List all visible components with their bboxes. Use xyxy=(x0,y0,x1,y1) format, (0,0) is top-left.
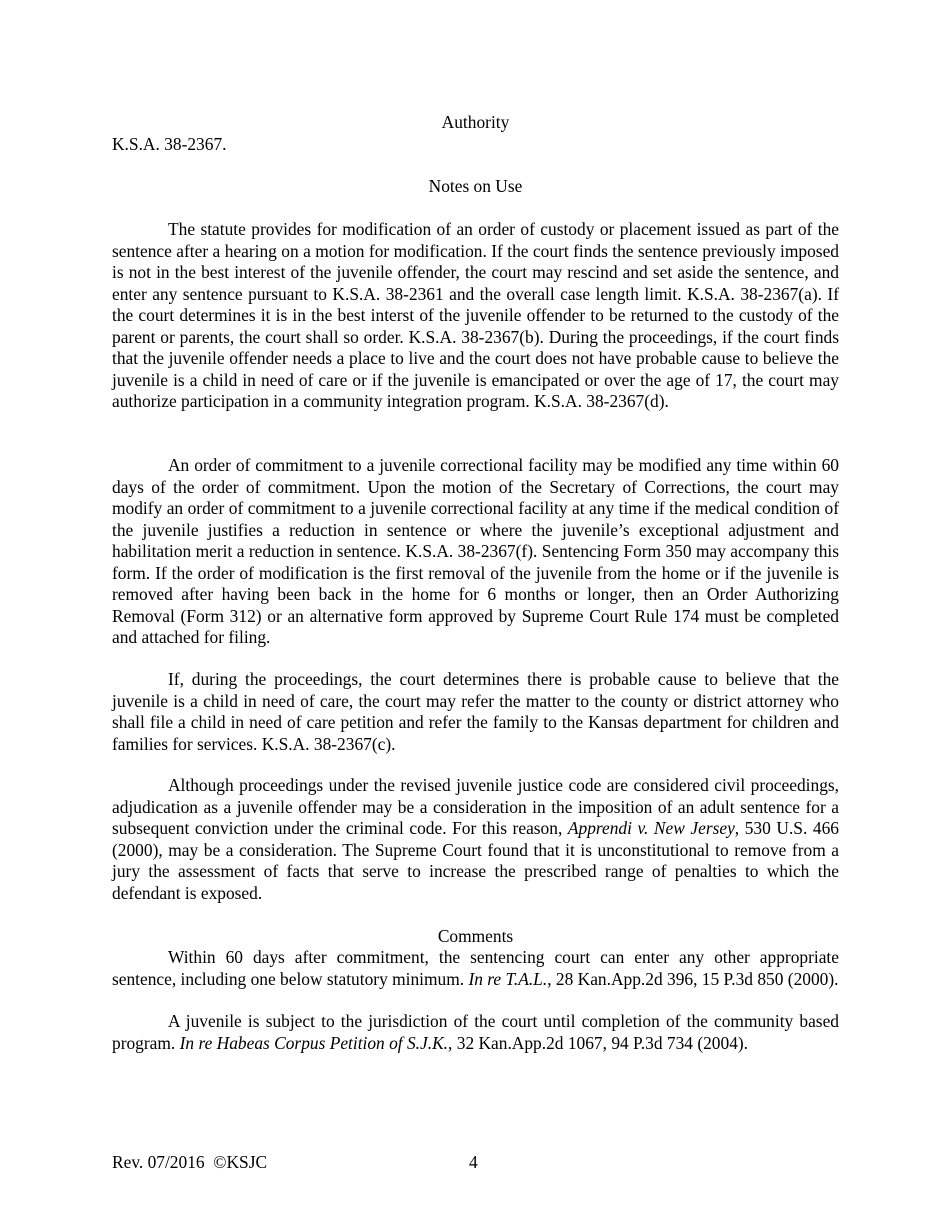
notes-paragraph-4-text-end: , 530 U.S. 466 (2000), may be a consideration. The Supreme Court found that it is unconstitutional to remove from a jury the assessment of facts that serve to increase the prescribed range of penalties to which the defendant is exposed. xyxy=(112,818,839,903)
comments-heading: Comments xyxy=(437,926,514,946)
notes-paragraph-3 xyxy=(112,669,839,755)
case-citation-tal: In re T.A.L. xyxy=(468,968,548,989)
case-citation-sjk: In re Habeas Corpus Petition of S.J.K. xyxy=(179,1032,449,1053)
page-number: 4 xyxy=(469,1152,478,1172)
comment-1-text: Within 60 days after commitment, the sentencing court can enter any other appropriate sentence, including one below statutory minimum. xyxy=(112,947,839,989)
comment-1-text-end: , 28 Kan.App.2d 396, 15 P.3d 850 (2000). xyxy=(547,968,839,989)
comment-2-text-end: , 32 Kan.App.2d 1067, 94 P.3d 734 (2004). xyxy=(448,1032,749,1053)
comment-paragraph-2 xyxy=(112,1011,839,1054)
authority-heading: Authority xyxy=(441,112,510,132)
notes-paragraph-2: An order of commitment to a juvenile correctional facility may be modified any time within 60 days of the order of commitment. Upon the motion of the Secretary of Corrections, the court may modify an order of commitment to a juvenile correctional facility at any time if the medical condition of the juvenile justifies a reduction in sentence or where the juvenile’s exceptional adjustment and habilitation merit a reduction in sentence. K.S.A. 38-2367(f). Sentencing Form 350 may accompany this form. If the order of modification is the first removal of the juvenile from the home or if the juvenile is removed after having been back in the home for 6 months or longer, then an Order Authorizing Removal (Form 312) or an alternative form approved by Supreme Court Rule 174 must be completed and attached for filing. xyxy=(112,455,839,647)
comment-2-text: A juvenile is subject to the jurisdiction of the court until completion of the community based program. xyxy=(112,1011,839,1053)
case-citation-apprendi: Apprendi v. New Jersey xyxy=(567,818,735,838)
notes-paragraph-1: The statute provides for modification of an order of custody or placement issued as part of the sentence after a hearing on a motion for modification. If the court finds the sentence previously imposed is not in the best interest of the juvenile offender, the court may rescind and set aside the sentence, and enter any sentence pursuant to K.S.A. 38-2361 and the overall case length limit. K.S.A. 38-2367(a). If the court determines it is in the best interst of the juvenile offender to be returned to the custody of the parent or parents, the court shall so order. K.S.A. 38-2367(b). During the proceedings, if the court finds that the juvenile offender needs a place to live and the court does not have probable cause to believe the juvenile is a child in need of care or if the juvenile is emancipated or over the age of 17, the court may authorize participation in a community integration program. K.S.A. 38-2367(d). xyxy=(112,219,839,411)
notes-on-use-heading: Notes on Use xyxy=(428,176,523,196)
notes-paragraph-4-text: Although proceedings under the revised juvenile justice code are considered civil proceedings, adjudication as a juvenile offender may be a consideration in the imposition of an adult sentence for a subsequent conviction under the criminal code. For this reason, xyxy=(112,775,839,838)
notes-paragraph-4 xyxy=(112,775,839,904)
revision-label: Rev. 07/2016 ©KSJC xyxy=(112,1152,268,1172)
page-footer xyxy=(112,1152,839,1174)
authority-citation: K.S.A. 38-2367. xyxy=(112,134,227,154)
comment-paragraph-1 xyxy=(112,947,839,990)
notes-paragraph-3-text: If, during the proceedings, the court determines there is probable cause to believe that the juvenile is a child in need of care, the court may refer the matter to the county or district attorney who shall file a child in need of care petition and refer the family to the Kansas department for children and families for services. K.S.A. 38-2367(c). xyxy=(112,669,839,754)
